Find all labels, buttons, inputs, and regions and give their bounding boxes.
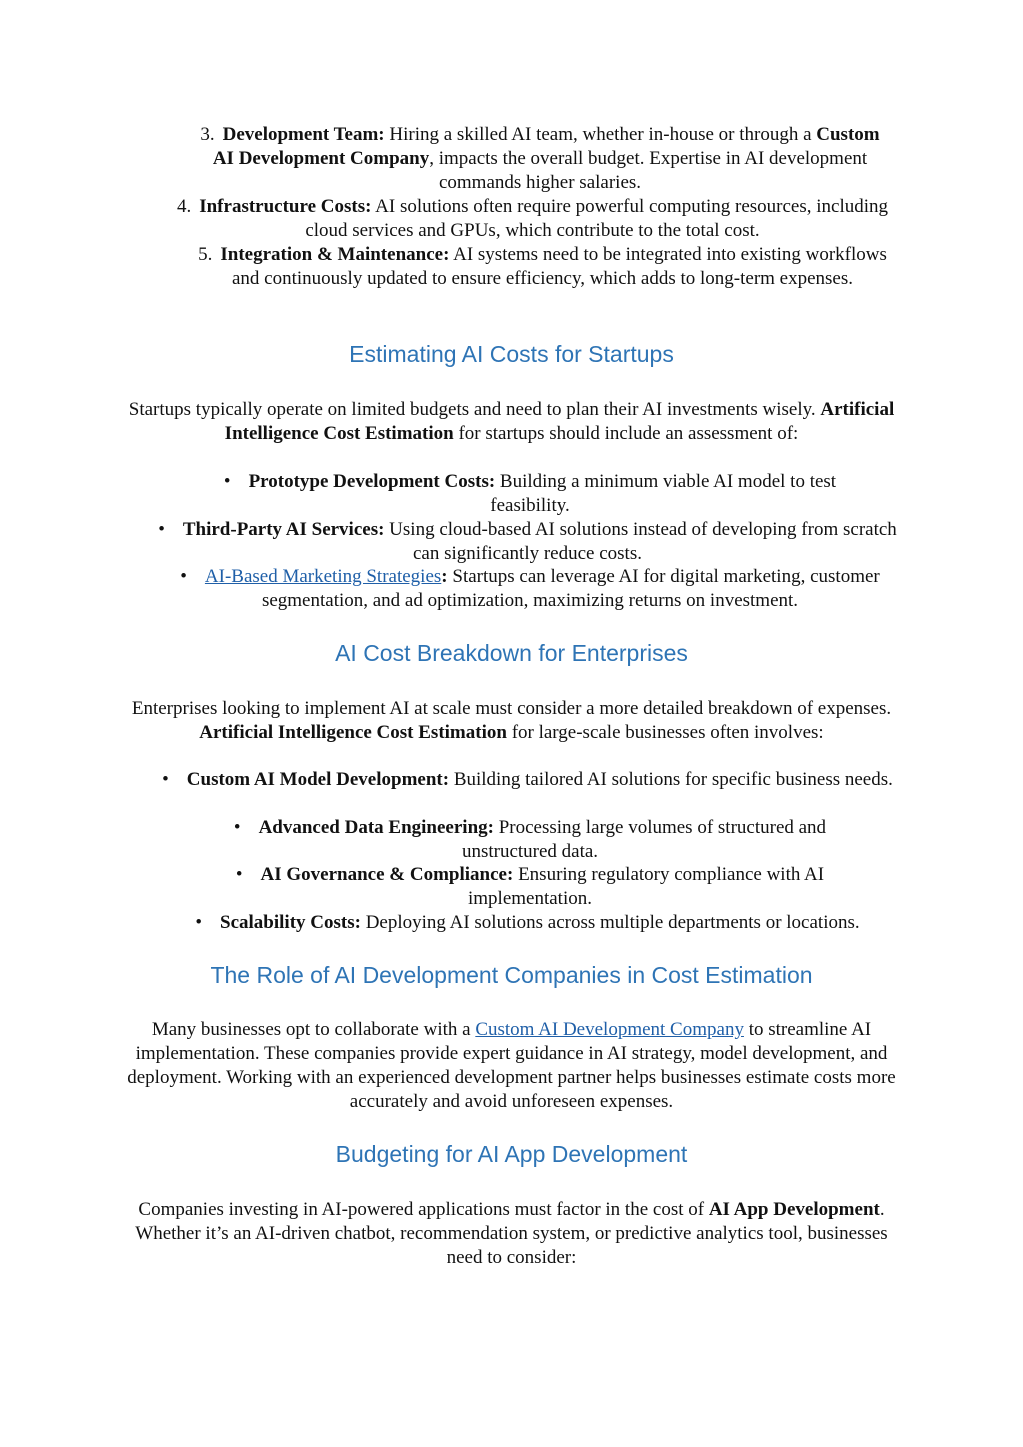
- paragraph-text: . Whether it’s an AI-driven chatbot, recommendation system, or predictive analytics tool, businesses need to consider:: [135, 1199, 888, 1268]
- bullet-icon: •: [195, 912, 203, 933]
- bullet-text: Using cloud-based AI solutions instead of developing from scratch can significantly reduce costs.: [384, 519, 897, 564]
- list-item: [195, 816, 865, 864]
- list-item: [180, 565, 880, 613]
- section-heading: Estimating AI Costs for Startups: [349, 341, 674, 367]
- list-item: [195, 243, 890, 291]
- intro-emphasis: Artificial Intelligence Cost Estimation: [199, 722, 507, 743]
- marketing-strategies-link[interactable]: AI-Based Marketing Strategies: [204, 566, 442, 587]
- intro-text: Startups typically operate on limited budgets and need to plan their AI investments wisely.: [128, 399, 821, 420]
- intro-text: Enterprises looking to implement AI at scale must consider a more detailed breakdown of expenses.: [131, 698, 892, 719]
- bullet-title: Third-Party AI Services:: [182, 519, 385, 540]
- bullet-title: Scalability Costs:: [220, 912, 361, 933]
- bullet-icon: •: [180, 566, 187, 587]
- paragraph-text: Companies investing in AI-powered applications must factor in the cost of: [138, 1199, 709, 1220]
- list-item-text: Hiring a skilled AI team, whether in-house or through a: [384, 124, 817, 145]
- section-intro: [120, 697, 903, 745]
- paragraph-emphasis: AI App Development: [708, 1199, 880, 1220]
- list-item: [190, 470, 870, 518]
- list-item-text: AI solutions often require powerful computing resources, including cloud services and GPUs, which contribute to the total cost.: [305, 196, 889, 241]
- bullet-text: Deploying AI solutions across multiple departments or locations.: [360, 912, 860, 933]
- list-item: [150, 518, 905, 566]
- list-number: 4.: [176, 196, 192, 217]
- list-item-text: , impacts the overall budget. Expertise in AI development commands higher salaries.: [429, 148, 868, 193]
- bullet-icon: •: [235, 864, 243, 885]
- list-item-text: AI systems need to be integrated into existing workflows and continuously updated to ensure efficiency, which adds to long-term expenses.: [231, 244, 887, 289]
- bullet-text: Processing large volumes of structured and unstructured data.: [461, 817, 827, 862]
- list-item-title: Development Team:: [222, 124, 385, 145]
- list-item-emphasis: Custom AI Development Company: [212, 124, 880, 169]
- bullet-title: Custom AI Model Development:: [186, 769, 450, 790]
- paragraph-text: to streamline AI implementation. These companies provide expert guidance in AI strategy, model development, and deployment. Working with an experienced development partner helps businesses estimate costs more accurately and avoid unforeseen expenses.: [127, 1019, 896, 1112]
- bullet-title: Advanced Data Engineering:: [258, 817, 494, 838]
- list-item: [195, 863, 865, 911]
- bullet-icon: •: [158, 519, 165, 540]
- bullet-title: Prototype Development Costs:: [248, 471, 496, 492]
- bullet-text: Ensuring regulatory compliance with AI implementation.: [467, 864, 825, 909]
- section-intro: [120, 398, 903, 446]
- list-number: 5.: [198, 244, 213, 265]
- intro-emphasis: Artificial Intelligence Cost Estimation: [224, 399, 895, 444]
- list-item: [150, 768, 905, 792]
- bullet-text: Building tailored AI solutions for specific business needs.: [449, 769, 893, 790]
- section-heading: Budgeting for AI App Development: [335, 1141, 688, 1167]
- bullet-text: Startups can leverage AI for digital marketing, customer segmentation, and ad optimization, maximizing returns on investment.: [261, 566, 880, 611]
- bullet-text: Building a minimum viable AI model to test feasibility.: [490, 471, 837, 516]
- section-paragraph: [120, 1198, 903, 1270]
- intro-text: for startups should include an assessment of:: [453, 423, 799, 444]
- list-item: [175, 195, 890, 243]
- intro-text: for large-scale businesses often involves:: [506, 722, 824, 743]
- list-number: 3.: [200, 124, 215, 145]
- bullet-icon: •: [233, 817, 241, 838]
- list-item-title: Infrastructure Costs:: [199, 196, 372, 217]
- list-item: [190, 123, 890, 195]
- section-paragraph: [120, 1018, 903, 1114]
- paragraph-text: Many businesses opt to collaborate with a: [151, 1019, 476, 1040]
- list-item-title: Integration & Maintenance:: [220, 244, 450, 265]
- bullet-icon: •: [223, 471, 231, 492]
- bullet-icon: •: [162, 769, 169, 790]
- bullet-title: AI Governance & Compliance:: [260, 864, 514, 885]
- list-item: [150, 911, 905, 935]
- section-heading: The Role of AI Development Companies in Cost Estimation: [210, 962, 813, 988]
- bullet-title: :: [441, 566, 448, 587]
- custom-ai-company-link[interactable]: Custom AI Development Company: [475, 1019, 744, 1040]
- section-heading: AI Cost Breakdown for Enterprises: [335, 640, 688, 666]
